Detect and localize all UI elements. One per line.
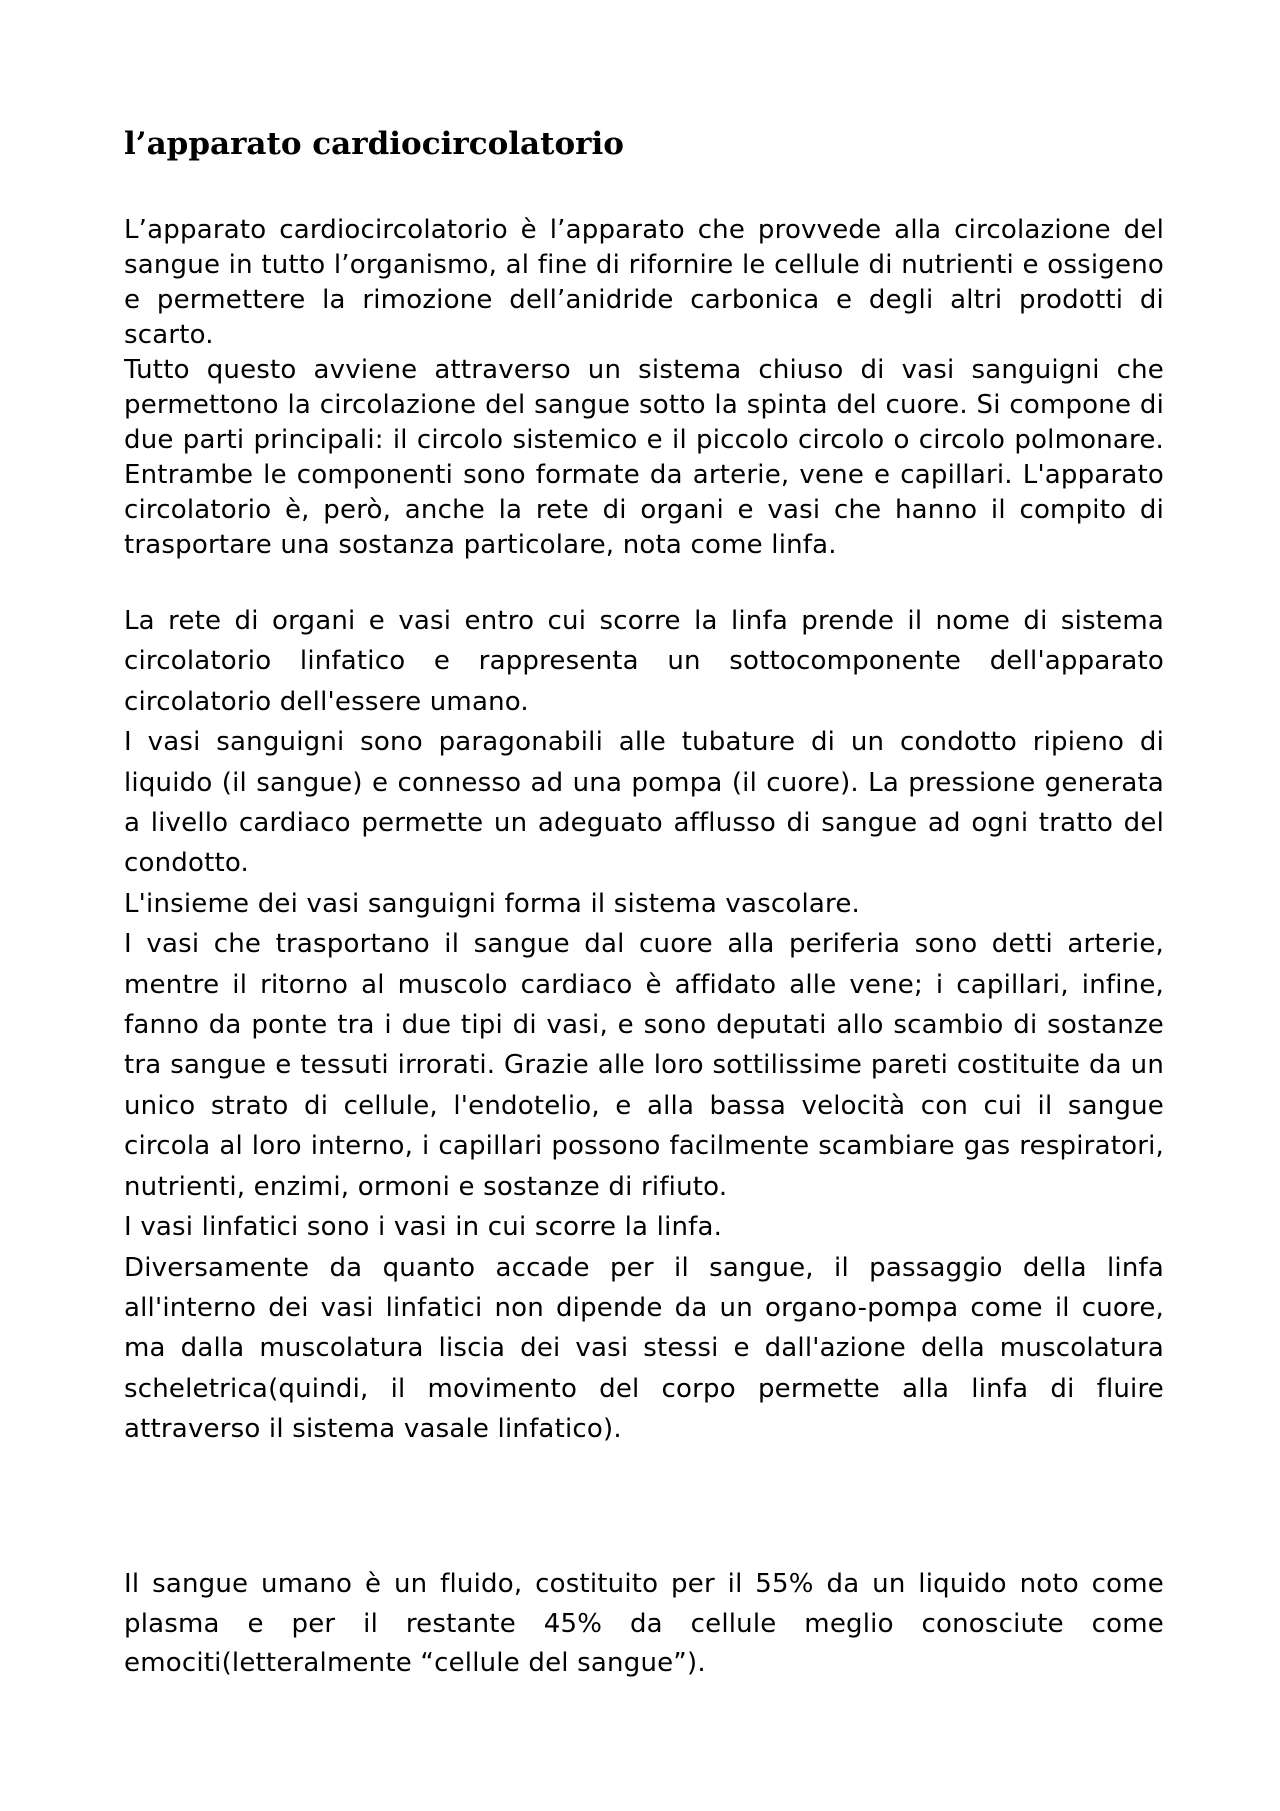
paragraph: L’apparato cardiocircolatorio è l’apparato che provvede alla circolazione del sangue in tutto l’organismo, al fine di rifornire le cellule di nutrienti e ossigeno e permettere la rimozione dell’anidride carbonica e degli altri prodotti di scarto.: [124, 215, 1164, 350]
paragraph: L'insieme dei vasi sanguigni forma il sistema vascolare.: [124, 888, 861, 919]
paragraph: Il sangue umano è un fluido, costituito per il 55% da un liquido noto come plasma e per il restante 45% da cellule meglio conosciute come emociti(letteralmente “cellule del sangue”).: [124, 1569, 1164, 1678]
blood-section: [124, 1565, 1164, 1684]
paragraph: La rete di organi e vasi entro cui scorre la linfa prende il nome di sistema circolatorio linfatico e rappresenta un sottocomponente dell'apparato circolatorio dell'essere umano.: [124, 606, 1164, 717]
vessels-section: [124, 601, 1164, 1450]
page-title: l’apparato cardiocircolatorio: [124, 126, 624, 162]
paragraph: I vasi che trasportano il sangue dal cuore alla periferia sono detti arterie, mentre il ritorno al muscolo cardiaco è affidato alle vene; i capillari, infine, fanno da ponte tra i due tipi di vasi, e sono deputati allo scambio di sostanze tra sangue e tessuti irrorati. Grazie alle loro sottilissime pareti costituite da un unico strato di cellule, l'endotelio, e alla bassa velocità con cui il sangue circola al loro interno, i capillari possono facilmente scambiare gas respiratori, nutrienti, enzimi, ormoni e sostanze di rifiuto.: [124, 929, 1164, 1202]
paragraph: Tutto questo avviene attraverso un sistema chiuso di vasi sanguigni che permettono la circolazione del sangue sotto la spinta del cuore. Si compone di due parti principali: il circolo sistemico e il piccolo circolo o circolo polmonare. Entrambe le componenti sono formate da arterie, vene e capillari. L'apparato circolatorio è, però, anche la rete di organi e vasi che hanno il compito di trasportare una sostanza particolare, nota come linfa.: [124, 355, 1164, 560]
paragraph: I vasi linfatici sono i vasi in cui scorre la linfa.: [124, 1212, 723, 1243]
paragraph: Diversamente da quanto accade per il sangue, il passaggio della linfa all'interno dei vasi linfatici non dipende da un organo-pompa come il cuore, ma dalla muscolatura liscia dei vasi stessi e dall'azione della muscolatura scheletrica(quindi, il movimento del corpo permette alla linfa di fluire attraverso il sistema vasale linfatico).: [124, 1252, 1164, 1445]
paragraph: I vasi sanguigni sono paragonabili alle tubature di un condotto ripieno di liquido (il sangue) e connesso ad una pompa (il cuore). La pressione generata a livello cardiaco permette un adeguato afflusso di sangue ad ogni tratto del condotto.: [124, 727, 1164, 879]
intro-section: [124, 213, 1164, 563]
